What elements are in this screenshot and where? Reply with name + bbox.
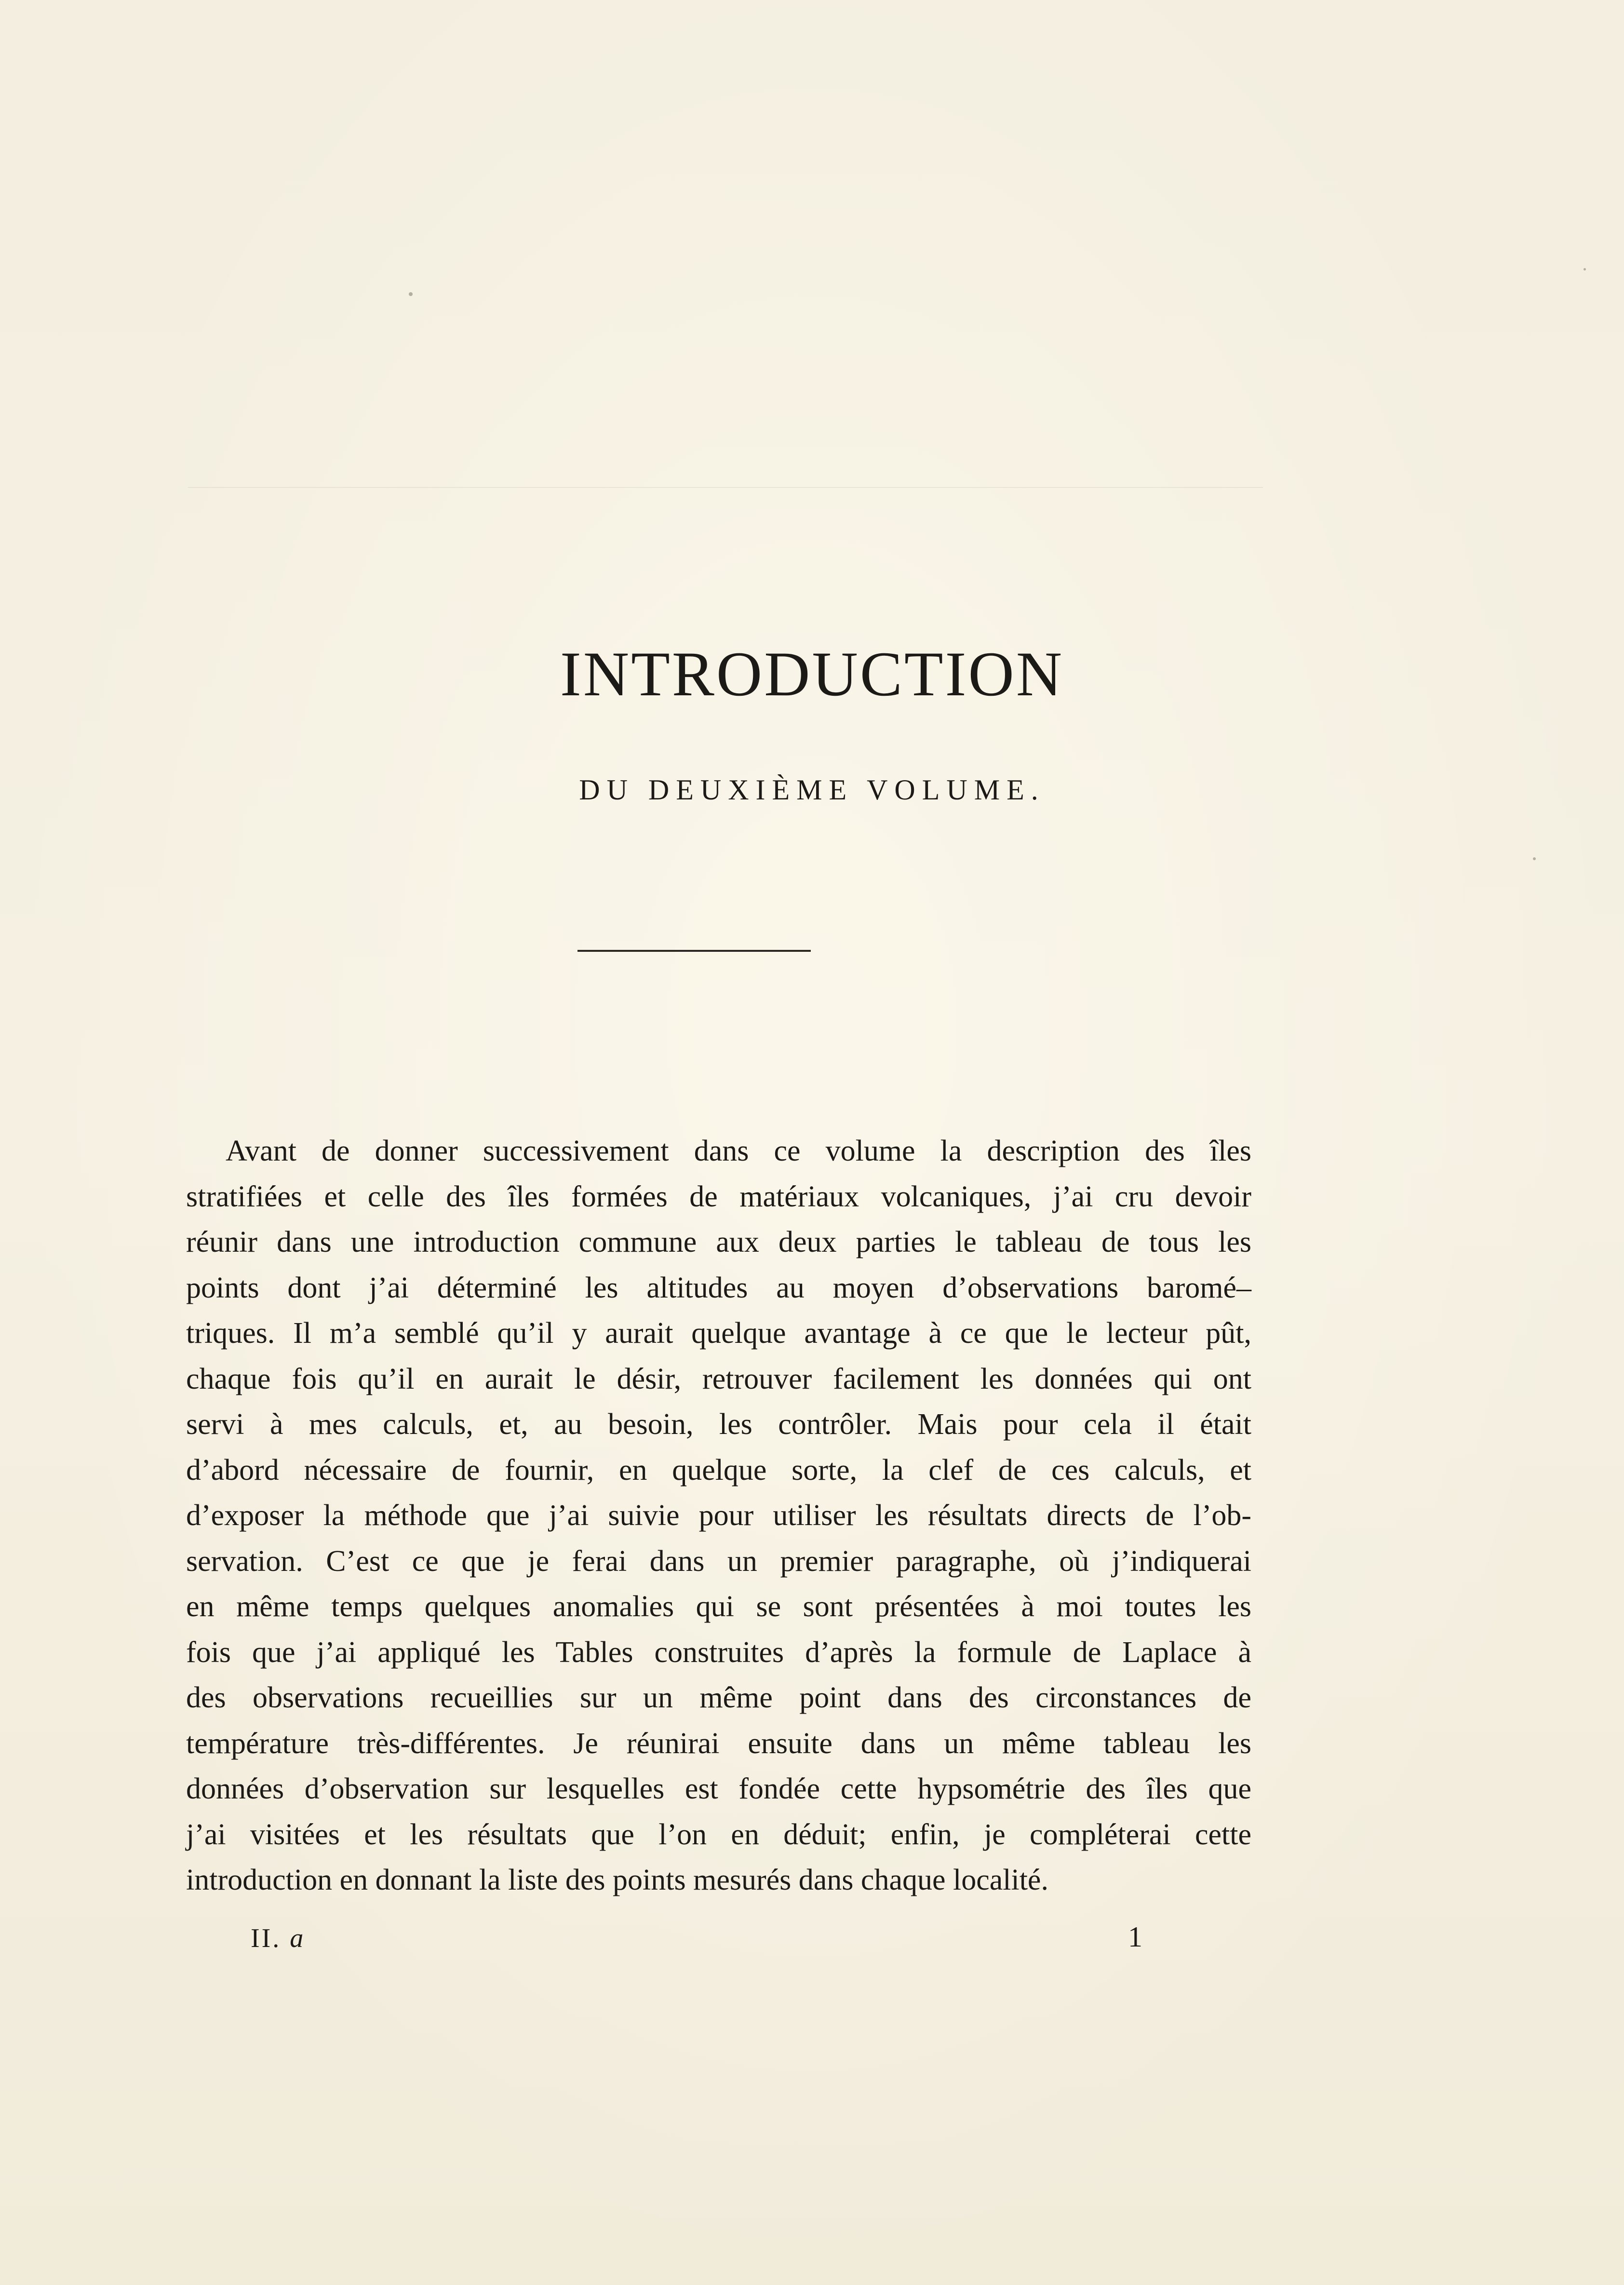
text-line: température très-différentes. Je réunirai ensuite dans un même tableau les [186, 1727, 1251, 1760]
text-line: j’ai visitées et les résultats que l’on en déduit; enfin, je compléterai cette [186, 1818, 1251, 1851]
text-line: points dont j’ai déterminé les altitudes au moyen d’observations baromé– [186, 1271, 1251, 1304]
text-line: en même temps quelques anomalies qui se sont présentées à moi toutes les [186, 1590, 1251, 1623]
text-line: Avant de donner successivement dans ce volume la description des îles [226, 1135, 1251, 1167]
text-line: fois que j’ai appliqué les Tables construites d’après la formule de Laplace à [186, 1636, 1251, 1669]
signature-letter: a [290, 1923, 306, 1953]
text-line: d’abord nécessaire de fournir, en quelque sorte, la clef de ces calculs, et [186, 1453, 1251, 1487]
text-line: triques. Il m’a semblé qu’il y aurait quelque avantage à ce que le lecteur pût, [186, 1317, 1251, 1350]
paper-speck [409, 292, 413, 296]
text-line: stratifiées et celle des îles formées de matériaux volcaniques, j’ai cru devoir [186, 1180, 1251, 1213]
page-title: INTRODUCTION [560, 638, 1064, 709]
text-line: réunir dans une introduction commune aux deux parties le tableau de tous les [186, 1226, 1251, 1258]
page-number: 1 [1128, 1921, 1142, 1953]
text-line: servi à mes calculs, et, au besoin, les contrôler. Mais pour cela il était [186, 1408, 1251, 1441]
paper-speck [1584, 268, 1586, 270]
signature-volume: II. [251, 1923, 282, 1953]
text-line: d’exposer la méthode que j’ai suivie pour utiliser les résultats directs de l’ob- [186, 1499, 1251, 1532]
paper-speck [1533, 857, 1536, 860]
introduction-paragraph [186, 1128, 1251, 1903]
page-subtitle: DU DEUXIÈME VOLUME. [579, 774, 1045, 806]
printer-signature [251, 1921, 305, 1955]
text-line: des observations recueillies sur un même point dans des circonstances de [186, 1681, 1251, 1714]
text-line: servation. C’est ce que je ferai dans un premier paragraphe, où j’indiquerai [186, 1544, 1251, 1578]
title-divider [577, 950, 811, 952]
bleed-through-rule [188, 487, 1263, 488]
text-line: données d’observation sur lesquelles est fondée cette hypsométrie des îles que [186, 1772, 1251, 1805]
text-line: chaque fois qu’il en aurait le désir, retrouver facilement les données qui ont [186, 1362, 1251, 1395]
text-line: introduction en donnant la liste des points mesurés dans chaque localité. [186, 1864, 1048, 1896]
